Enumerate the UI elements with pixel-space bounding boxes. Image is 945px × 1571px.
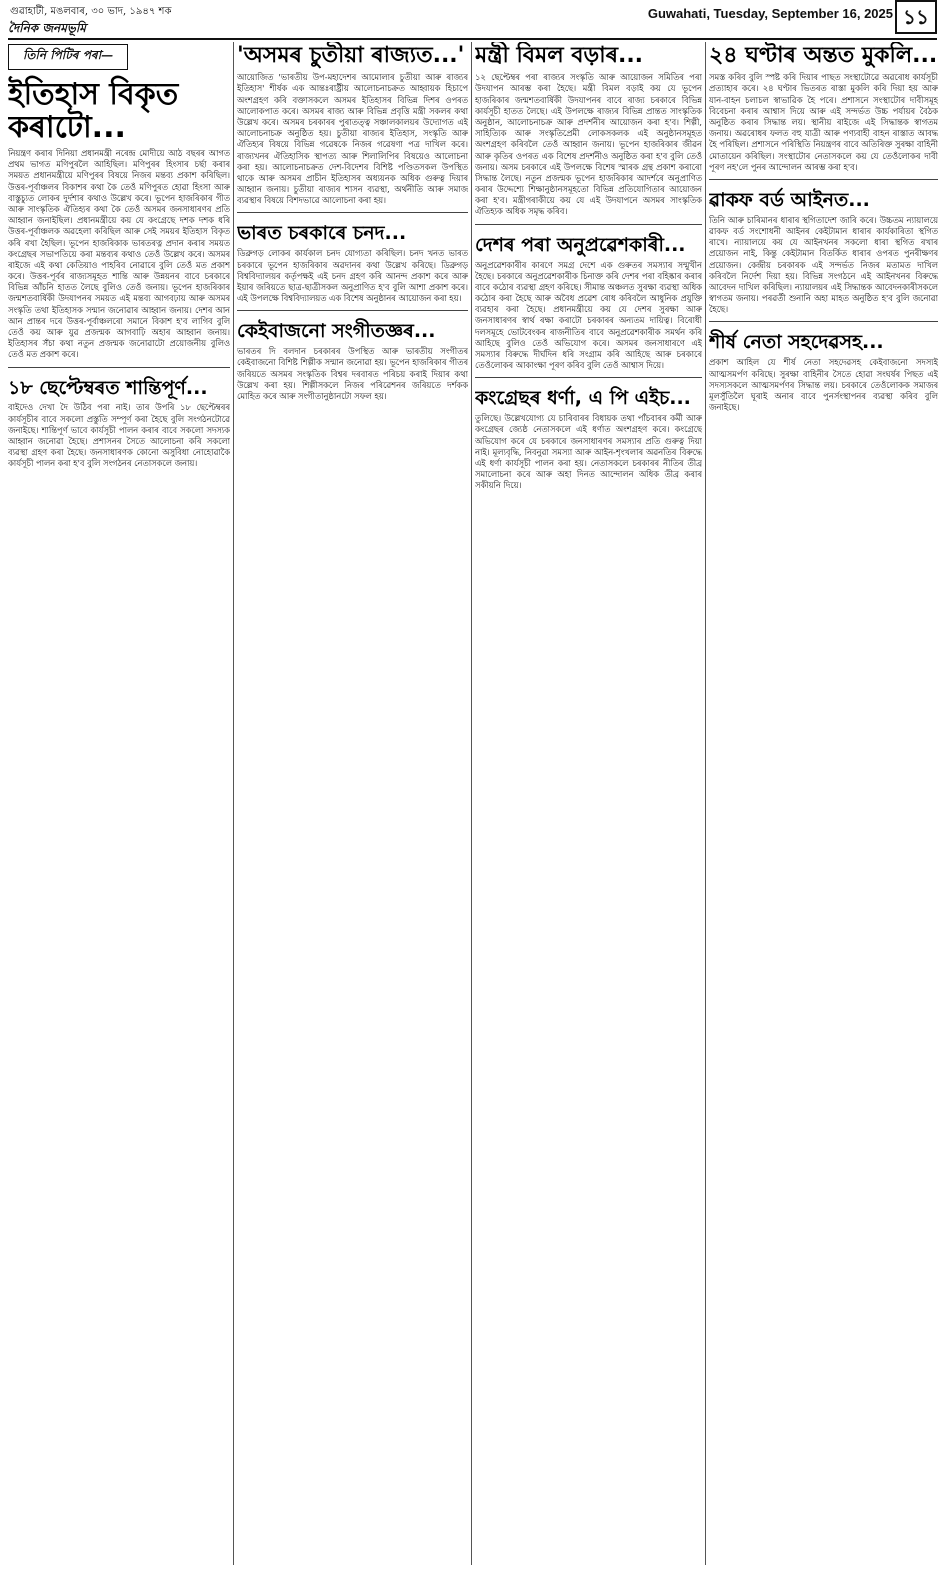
date-right: Guwahati, Tuesday, September 16, 2025	[647, 6, 893, 21]
masthead	[8, 0, 937, 40]
story-body: বাইদেও দেখা দৈ উঠিব পৰা নাই। তাৰ উপৰি ১৮ ছেপ্টেম্বৰৰ কাৰ্যসূচীৰ বাবে সকলো প্ৰস্তুতি সম্পূৰ্ণ কৰা হৈছে বুলি সংগঠনটোৱে জনাইছে। শান্তিপূৰ্ণ ভাবে কাৰ্যসূচী পালন কৰাৰ বাবে সকলো সদস্যক আহ্বান জনোৱা হৈছে। প্ৰশাসনৰ সৈতে আলোচনা কৰি সকলো ব্যৱস্থা গ্ৰহণ কৰা হৈছে। জনসাধাৰণক কোনো অসুবিধা নোহোৱাকৈ কাৰ্যসূচী পালন কৰা হ'ব বুলি সংগঠনৰ নেতাসকলে জনায়।	[8, 402, 230, 469]
headline: 'অসমৰ চুতীয়া ৰাজ্যত...'	[237, 43, 465, 68]
story-bharat	[237, 223, 468, 311]
story-chutia	[237, 44, 468, 213]
story-body: অনুপ্ৰৱেশকাৰীৰ কাৰণে সমগ্ৰ দেশে এক গুৰুতৰ সমস্যাৰ সন্মুখীন হৈছে। চৰকাৰে অনুপ্ৰৱেশকাৰীক চিনাক্ত কৰি দেশৰ পৰা বহিষ্কাৰ কৰাৰ বাবে কঠোৰ ব্যৱস্থা গ্ৰহণ কৰিছে। সীমান্ত অঞ্চলত সুৰক্ষা ব্যৱস্থা অধিক কঠোৰ কৰা হৈছে আৰু অবৈধ প্ৰৱেশ ৰোধ কৰিবলৈ আধুনিক প্ৰযুক্তি ব্যৱহাৰ কৰা হৈছে। প্ৰধানমন্ত্ৰীয়ে কয় যে দেশৰ সুৰক্ষা আৰু জনসাধাৰণৰ স্বাৰ্থ ৰক্ষা কৰাটো চৰকাৰৰ অন্যতম দায়িত্ব। বিৰোধী দলসমূহে ভোটবেংকৰ ৰাজনীতিৰ বাবে অনুপ্ৰৱেশকাৰীক সমৰ্থন কৰি আহিছে বুলিও তেওঁ অভিযোগ কৰে। অসমৰ জনসাধাৰণে এই সমস্যাৰ বিৰুদ্ধে দীৰ্ঘদিন ধৰি সংগ্ৰাম কৰি আহিছে আৰু চৰকাৰে তেওঁলোকৰ আকাংক্ষা পূৰণ কৰিব বুলি তেওঁ আশ্বাস দিয়ে।	[475, 259, 702, 371]
story-body: ভাৰতৰ দি বলদান চৰকাৰৰ উপস্থিত আৰু ভাৰতীয় সংগীতৰ কেইবাজনো বিশিষ্ট শিল্পীক সন্মান জনোৱা হয়। ভূপেন হাজৰিকাৰ গীতৰ জৰিয়তে অসমৰ সংস্কৃতিক বিশ্বৰ দৰবাৰত পৰিচয় কৰাই দিয়াৰ কথা উল্লেখ কৰা হয়। শিল্পীসকলে নিজৰ পৰিৱেশনৰ জৰিয়তে দৰ্শকক মোহিত কৰে আৰু সংগীতানুষ্ঠানটো সফল হয়।	[237, 346, 468, 401]
headline: কেইবাজনো সংগীতজ্ঞৰ...	[237, 320, 436, 343]
story-minister	[475, 44, 702, 225]
story-music	[237, 321, 468, 408]
story-body: ১২ ছেপ্টেম্বৰ পৰা ৰাজ্যৰ সংস্কৃতি আৰু আয়োজন সমিতিৰ পৰা উদযাপন আৰম্ভ কৰা হৈছে। মন্ত্ৰী বিমল বড়াই কয় যে ভূপেন হাজৰিকাৰ জন্মশতবাৰ্ষিকী উদযাপনৰ বাবে ৰাজ্য চৰকাৰে বিভিন্ন কাৰ্যসূচী হাতত লৈছে। এই উপলক্ষে ৰাজ্যৰ বিভিন্ন প্ৰান্তত সাংস্কৃতিক অনুষ্ঠান, আলোচনাচক্ৰ আৰু প্ৰদৰ্শনীৰ আয়োজন কৰা হ'ব। শিল্পী, সাহিত্যিক আৰু সংস্কৃতিপ্ৰেমী লোকসকলক এই অনুষ্ঠানসমূহত অংশগ্ৰহণ কৰিবলৈ তেওঁ আহ্বান জনায়। ভূপেন হাজৰিকাৰ জীৱন আৰু কৃতিৰ ওপৰত এক বিশেষ প্ৰদৰ্শনীও অনুষ্ঠিত কৰা হ'ব বুলি তেওঁ জনায়। অসম চৰকাৰে এই উপলক্ষে বিশেষ স্মাৰক গ্ৰন্থ প্ৰকাশ কৰাৰো সিদ্ধান্ত লৈছে। নতুন প্ৰজন্মক ভূপেন হাজৰিকাৰ আদৰ্শৰে অনুপ্ৰাণিত কৰাৰ উদ্দেশ্যে শিক্ষানুষ্ঠানসমূহতো বিভিন্ন প্ৰতিযোগিতাৰ আয়োজন কৰা হ'ব। মন্ত্ৰীগৰাকীয়ে কয় যে এই উদযাপনে অসমৰ সাংস্কৃতিক ঐতিহ্যক অধিক সমৃদ্ধ কৰিব।	[475, 72, 702, 217]
story-leader	[709, 332, 938, 419]
column-2	[237, 42, 468, 1565]
column-1	[8, 42, 230, 1565]
story-infiltrator	[475, 235, 702, 379]
headline: ১৮ ছেপ্টেম্বৰত শান্তিপূৰ্ণ...	[8, 376, 208, 399]
story-peace	[8, 378, 230, 476]
story-congress	[475, 388, 702, 497]
story-body: তিনি আৰু চাৰিমানৰ ধাৰাৰ স্থগিতাদেশ জাৰি কৰে। উচ্চতম ন্যায়ালয়ে ৱাকফ বৰ্ড সংশোধনী আইনৰ কেইটামান ধাৰাৰ কাৰ্যকাৰিতা স্থগিত ৰাখে। ন্যায়ালয়ে কয় যে আইনখনৰ সকলো ধাৰা স্থগিত ৰখাৰ প্ৰয়োজন নাই, কিন্তু কেইটামান বিতৰ্কিত ধাৰাৰ ওপৰত পুনৰীক্ষণৰ প্ৰয়োজন। কেন্দ্ৰীয় চৰকাৰক এই সন্দৰ্ভত নিজৰ মতামত দাখিল কৰিবলৈ নিৰ্দেশ দিয়া হয়। বিভিন্ন সংগঠনে এই আইনখনৰ বিৰুদ্ধে আবেদন দাখিল কৰিছিল। ন্যায়ালয়ৰ এই সিদ্ধান্তক আবেদনকাৰীসকলে স্বাগতম জনায়। পৰৱৰ্তী শুনানি অহা মাহত অনুষ্ঠিত হ'ব বুলি জনোৱা হৈছে।	[709, 214, 938, 315]
column-4	[709, 42, 938, 1565]
section-label: তিনি পিটিৰ পৰা—	[8, 44, 128, 70]
headline: মন্ত্ৰী বিমল বড়াৰ...	[475, 43, 644, 68]
column-divider	[705, 42, 706, 1565]
column-divider	[233, 42, 234, 1565]
story-history	[8, 78, 230, 368]
paper-name: দৈনিক জনমভূমি	[8, 21, 86, 35]
story-body: নিয়ন্ত্ৰণ কৰাৰ দিনিয়া প্ৰধানমন্ত্ৰী নৰেন্দ্ৰ মোদীয়ে আঠ বছৰৰ আগত প্ৰথম ভাগত মণিপুৰলৈ আহিছিল। মণিপুৰৰ হিংসাৰ চৰ্ছা কৰাৰ সময়ত প্ৰধানমন্ত্ৰীয়ে মণিপুৰৰ বিষয়ে নিজৰ মন্তব্য প্ৰকাশ কৰিছিল। উত্তৰ-পূৰ্বাঞ্চলৰ বিকাশৰ কথা কৈ তেওঁ মণিপুৰত হোৱা হিংসা আৰু বাস্তুচ্যুত লোকৰ দুৰ্দশাৰ কথাও উল্লেখ কৰে। ভূপেন হাজৰিকাৰ গীত আৰু সাংস্কৃতিক ঐতিহ্যৰ কথা কৈ তেওঁ অসমৰ জনসাধাৰণৰ প্ৰতি আহ্বান জনাইছিল। প্ৰধানমন্ত্ৰীয়ে কয় যে কংগ্ৰেছে দশক দশক ধৰি উত্তৰ-পূৰ্বাঞ্চলক অৱহেলা কৰিছিল আৰু সেই সময়ৰ ইতিহাস বিকৃত কৰি ৰখা হৈছিল। ভূপেন হাজৰিকাক ভাৰতৰত্ন প্ৰদান কৰাৰ সময়ত কংগ্ৰেছৰ সভাপতিয়ে কৰা মন্তব্যৰ কথাও তেওঁ উল্লেখ কৰে। অসমৰ ৰাইজে এই কথা কেতিয়াও পাহৰিব নোৱাৰে বুলি তেওঁ মত প্ৰকাশ কৰে। উত্তৰ-পূৰ্বৰ ৰাজ্যসমূহত শান্তি আৰু উন্নয়নৰ বাবে চৰকাৰে বিভিন্ন আঁচনি হাতত লৈছে বুলিও তেওঁ জনায়। ভূপেন হাজৰিকাৰ জন্মশতবাৰ্ষিকী উদযাপনৰ সময়ত এই মন্তব্য আগবঢ়ায় আৰু অসমৰ সংস্কৃতি তথা ইতিহাসক সন্মান জনোৱাৰ আহ্বান জনায়। দেশৰ আন আন প্ৰান্তৰ দৰে উত্তৰ-পূৰ্বাঞ্চলৰো সমানে বিকাশ হ'ব লাগিব বুলি তেওঁ কয় আৰু যুৱ প্ৰজন্মক আগবাঢ়ি অহাৰ আহ্বান জনায়। ইতিহাসৰ সঁচা কথা নতুন প্ৰজন্মক জনোৱাটো প্ৰয়োজনীয় বুলিও তেওঁ মত প্ৰকাশ কৰে।	[8, 148, 230, 360]
story-waqf	[709, 190, 938, 323]
column-divider	[471, 42, 472, 1565]
headline: কংগ্ৰেছৰ ধৰ্ণা, এ পি এইচ...	[475, 387, 691, 410]
story-body: ডিব্ৰুগড় লোকৰ কাৰ্যকাল চনদ যোগ্যতা কৰিছিল। চনদ খনত ভাৰত চৰকাৰে ভূপেন হাজৰিকাৰ অৱদানৰ কথা উল্লেখ কৰিছে। ডিব্ৰুগড় বিশ্ববিদ্যালয়ৰ কৰ্তৃপক্ষই এই চনদ গ্ৰহণ কৰি আনন্দ প্ৰকাশ কৰে আৰু ইয়াৰ জৰিয়তে ছাত্ৰ-ছাত্ৰীসকল অনুপ্ৰাণিত হ'ব বুলি আশা প্ৰকাশ কৰে। এই উপলক্ষে বিশ্ববিদ্যালয়ত এক বিশেষ অনুষ্ঠানৰ আয়োজন কৰা হয়।	[237, 248, 468, 304]
headline: ২৪ ঘণ্টাৰ অন্তত মুকলি...	[709, 43, 938, 68]
headline: শীৰ্ষ নেতা সহদেৱসহ...	[709, 331, 884, 354]
page-number: ১১	[895, 0, 937, 34]
date-left: গুৱাহাটী, মঙলবাৰ, ৩০ ভাদ, ১৯৪৭ শক	[10, 6, 172, 17]
headline: ৱাকফ বৰ্ড আইনত...	[709, 188, 870, 211]
story-hours24	[709, 44, 938, 180]
headline: ইতিহাস বিকৃত কৰাটো...	[8, 77, 179, 145]
headline: দেশৰ পৰা অনুপ্ৰৱেশকাৰী...	[475, 233, 686, 256]
column-3	[475, 42, 702, 1565]
story-body: তুলিছে। উল্লেখযোগ্য যে চাৰিবাৰৰ বিধায়ক তথা পাঁচবাৰৰ কৰ্মী আৰু কংগ্ৰেছৰ জ্যেষ্ঠ নেতাসকলে এই ধৰ্ণাত অংশগ্ৰহণ কৰে। কংগ্ৰেছে অভিযোগ কৰে যে চৰকাৰে জনসাধাৰণৰ সমস্যাৰ প্ৰতি গুৰুত্ব দিয়া নাই। মূল্যবৃদ্ধি, নিবনুৱা সমস্যা আৰু আইন-শৃংখলাৰ অৱনতিৰ বিৰুদ্ধে এই ধৰ্ণা কাৰ্যসূচী পালন কৰা হয়। নেতাসকলে চৰকাৰৰ নীতিৰ তীব্ৰ সমালোচনা কৰে আৰু অহা দিনত আন্দোলন অধিক তীব্ৰ কৰাৰ সকীয়নি দিয়ে।	[475, 413, 702, 491]
story-body: প্ৰকাশ আহিল যে শীৰ্ষ নেতা সহদেৱসহ কেইবাজনো সদস্যই আত্মসমৰ্পণ কৰিছে। সুৰক্ষা বাহিনীৰ সৈতে হোৱা সংঘৰ্ষৰ পিছত এই সদস্যসকলে আত্মসমৰ্পণৰ সিদ্ধান্ত লয়। চৰকাৰে তেওঁলোকক সমাজৰ মূলসুঁতিলৈ ঘূৰাই অনাৰ বাবে পুনৰ্সংস্থাপনৰ ব্যৱস্থা কৰিব বুলি জনাইছে।	[709, 357, 938, 413]
story-body: আয়োজিত 'ভাৰতীয় উপ-মহাদেশৰ আমোলাৰ চুতীয়া আৰু ৰাজ্যৰ ইতিহাস' শীৰ্ষক এক আন্তঃৰাষ্ট্ৰীয় আলোচনাচক্ৰত আহ্বায়ক হিচাপে অংশগ্ৰহণ কৰি বক্তাসকলে অসমৰ ইতিহাসৰ বিভিন্ন দিশৰ ওপৰত আলোকপাত কৰে। অসমৰ ৰাজ্য আৰু বিভিন্ন প্ৰবৃত্তি মন্ত্ৰী সকলৰ কথা উল্লেখ কৰে। অসমৰ চৰকাৰৰ পুৰাতত্ত্ব সঞ্চালকালয়ৰ উদ্যোগত এই আলোচনাচক্ৰ অনুষ্ঠিত হয়। চুতীয়া ৰাজ্যৰ ইতিহাস, সংস্কৃতি আৰু ঐতিহ্যৰ বিষয়ে বিভিন্ন গৱেষকে নিজৰ গৱেষণা পত্ৰ দাখিল কৰে। ৰাজ্যখনৰ ঐতিহাসিক স্থাপত্য আৰু শিলালিপিৰ বিষয়েও আলোচনা কৰা হয়। আলোচনাচক্ৰত দেশ-বিদেশৰ বিশিষ্ট পণ্ডিতসকল উপস্থিত থাকে আৰু অসমৰ প্ৰাচীন ইতিহাসৰ অধ্যয়নক অধিক গুৰুত্ব দিয়াৰ আহ্বান জনায়। চুতীয়া ৰাজ্যৰ শাসন ব্যৱস্থা, অৰ্থনীতি আৰু সমাজ ব্যৱস্থাৰ বিষয়ে বিশদভাৱে আলোচনা কৰা হয়।	[237, 72, 468, 206]
story-body: সমস্ত কৰিব বুলি স্পষ্ট কৰি দিয়াৰ পাছত সংস্থাটোৱে অৱৰোধ কাৰ্যসূচী প্ৰত্যাহাৰ কৰে। ২৪ ঘণ্টাৰ ভিতৰত ৰাস্তা মুকলি কৰি দিয়া হয় আৰু যান-বাহন চলাচল স্বাভাৱিক হৈ পৰে। প্ৰশাসনে সংস্থাটোৰ দাবীসমূহ বিবেচনা কৰাৰ আশ্বাস দিয়ে আৰু এই সন্দৰ্ভত উচ্চ পৰ্যায়ৰ বৈঠক অনুষ্ঠিত কৰাৰ সিদ্ধান্ত লয়। স্থানীয় ৰাইজে এই সিদ্ধান্তক স্বাগতম জনায়। অৱৰোধৰ ফলত বহু যাত্ৰী আৰু পণ্যবাহী বাহন ৰাস্তাত আবদ্ধ হৈ পৰিছিল। প্ৰশাসনে পৰিস্থিতি নিয়ন্ত্ৰণৰ বাবে অতিৰিক্ত সুৰক্ষা বাহিনী মোতায়েন কৰিছিল। সংস্থাটোৰ নেতাসকলে কয় যে তেওঁলোকৰ দাবী পূৰণ নহ'লে পুনৰ আন্দোলন আৰম্ভ কৰা হ'ব।	[709, 72, 938, 172]
headline: ভাৰত চৰকাৰে চনদ...	[237, 222, 407, 245]
